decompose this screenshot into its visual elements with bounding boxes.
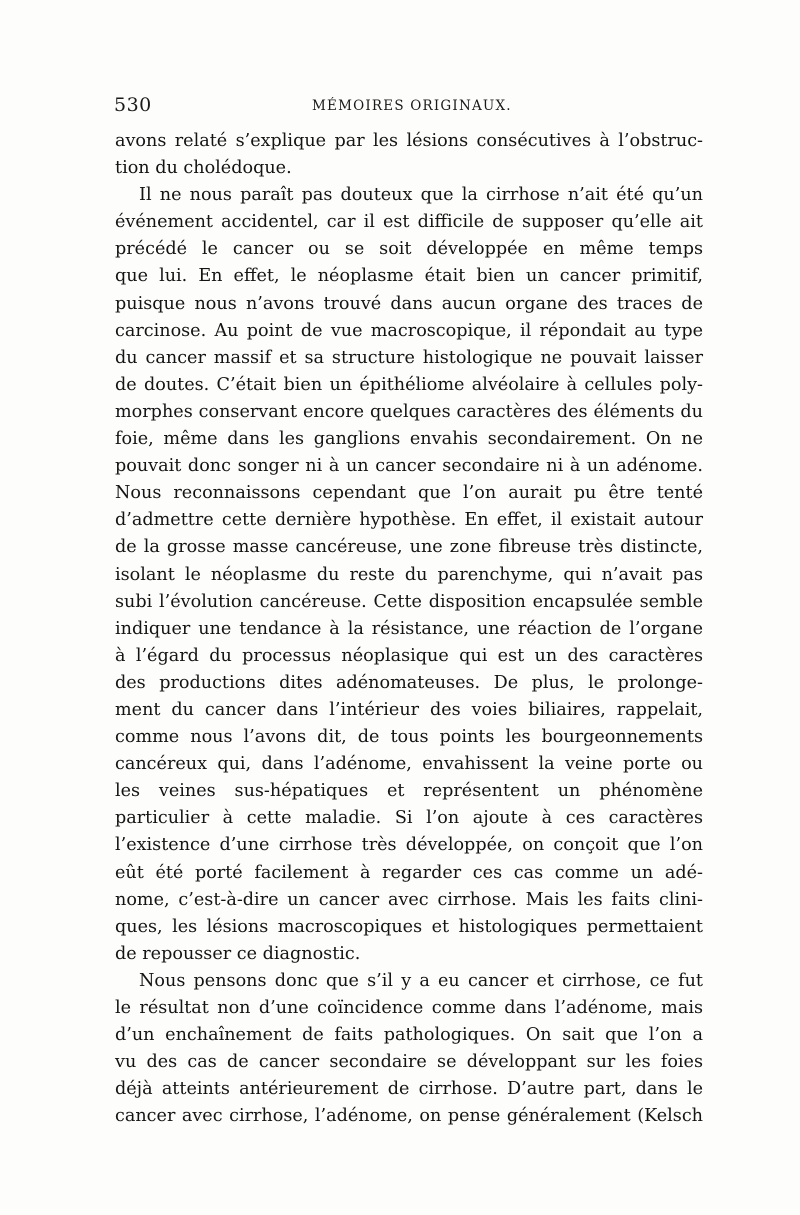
- text-line: les veines sus-hépatiques et représentent un phénomène: [115, 781, 703, 802]
- text-line: de la grosse masse cancéreuse, une zone fibreuse très distincte,: [115, 537, 703, 558]
- text-line: Nous pensons donc que s’il y a eu cancer et cirrhose, ce fut: [139, 970, 703, 991]
- text-line: cancer avec cirrhose, l’adénome, on pense généralement (Kelsch: [115, 1106, 703, 1127]
- text-line: morphes conservant encore quelques caractères des éléments du: [115, 401, 703, 422]
- text-line: des productions dites adénomateuses. De plus, le prolonge-: [115, 672, 703, 693]
- text-line: puisque nous n’avons trouvé dans aucun organe des traces de: [115, 293, 703, 314]
- text-line: avons relaté s’explique par les lésions consécutives à l’obstruc-: [115, 131, 703, 151]
- text-line: particulier à cette maladie. Si l’on ajoute à ces caractères: [115, 808, 703, 829]
- text-line: comme nous l’avons dit, de tous points les bourgeonnements: [115, 727, 703, 748]
- text-line: d’admettre cette dernière hypothèse. En effet, il existait autour: [115, 510, 703, 531]
- text-line: événement accidentel, car il est difficile de supposer qu’elle ait: [115, 212, 703, 233]
- text-line: le résultat non d’une coïncidence comme dans l’adénome, mais: [115, 998, 703, 1018]
- text-line: isolant le néoplasme du reste du parenchyme, qui n’avait pas: [115, 564, 703, 585]
- text-line: nome, c’est-à-dire un cancer avec cirrhose. Mais les faits clini-: [115, 889, 703, 910]
- text-line: vu des cas de cancer secondaire se développant sur les foies: [115, 1052, 703, 1073]
- text-line: indiquer une tendance à la résistance, une réaction de l’organe: [115, 618, 703, 639]
- body-text: [115, 128, 703, 1130]
- page-header: [112, 94, 702, 120]
- text-line: déjà atteints antérieurement de cirrhose. D’autre part, dans le: [115, 1079, 703, 1100]
- text-line: à l’égard du processus néoplasique qui est un des caractères: [115, 645, 703, 666]
- text-line: pouvait donc songer ni à un cancer secondaire ni à un adénome.: [115, 456, 703, 477]
- text-line: tion du cholédoque.: [115, 158, 292, 179]
- text-line: Il ne nous paraît pas douteux que la cirrhose n’ait été qu’un: [139, 185, 703, 206]
- text-line: eût été porté facilement à regarder ces cas comme un adé-: [115, 862, 703, 883]
- text-line: cancéreux qui, dans l’adénome, envahissent la veine porte ou: [115, 754, 703, 775]
- text-line: foie, même dans les ganglions envahis secondairement. On ne: [115, 429, 703, 450]
- text-line: que lui. En effet, le néoplasme était bien un cancer primitif,: [115, 266, 703, 287]
- text-line: de repousser ce diagnostic.: [115, 943, 361, 964]
- text-line: du cancer massif et sa structure histologique ne pouvait laisser: [115, 347, 703, 368]
- text-line: carcinose. Au point de vue macroscopique, il répondait au type: [115, 320, 703, 341]
- text-line: l’existence d’une cirrhose très développée, on conçoit que l’on: [115, 835, 703, 856]
- text-line: de doutes. C’était bien un épithéliome alvéolaire à cellules poly-: [115, 374, 703, 395]
- text-line: subi l’évolution cancéreuse. Cette disposition encapsulée semble: [115, 591, 703, 612]
- page-number: 530: [114, 94, 152, 116]
- text-line: ques, les lésions macroscopiques et histologiques permettaient: [115, 916, 703, 937]
- text-line: d’un enchaînement de faits pathologiques. On sait que l’on a: [115, 1025, 703, 1046]
- text-line: Nous reconnaissons cependant que l’on aurait pu être tenté: [115, 483, 703, 504]
- text-line: précédé le cancer ou se soit développée en même temps: [115, 239, 703, 260]
- running-head: MÉMOIRES ORIGINAUX.: [312, 98, 512, 114]
- text-line: ment du cancer dans l’intérieur des voies biliaires, rappelait,: [115, 699, 703, 720]
